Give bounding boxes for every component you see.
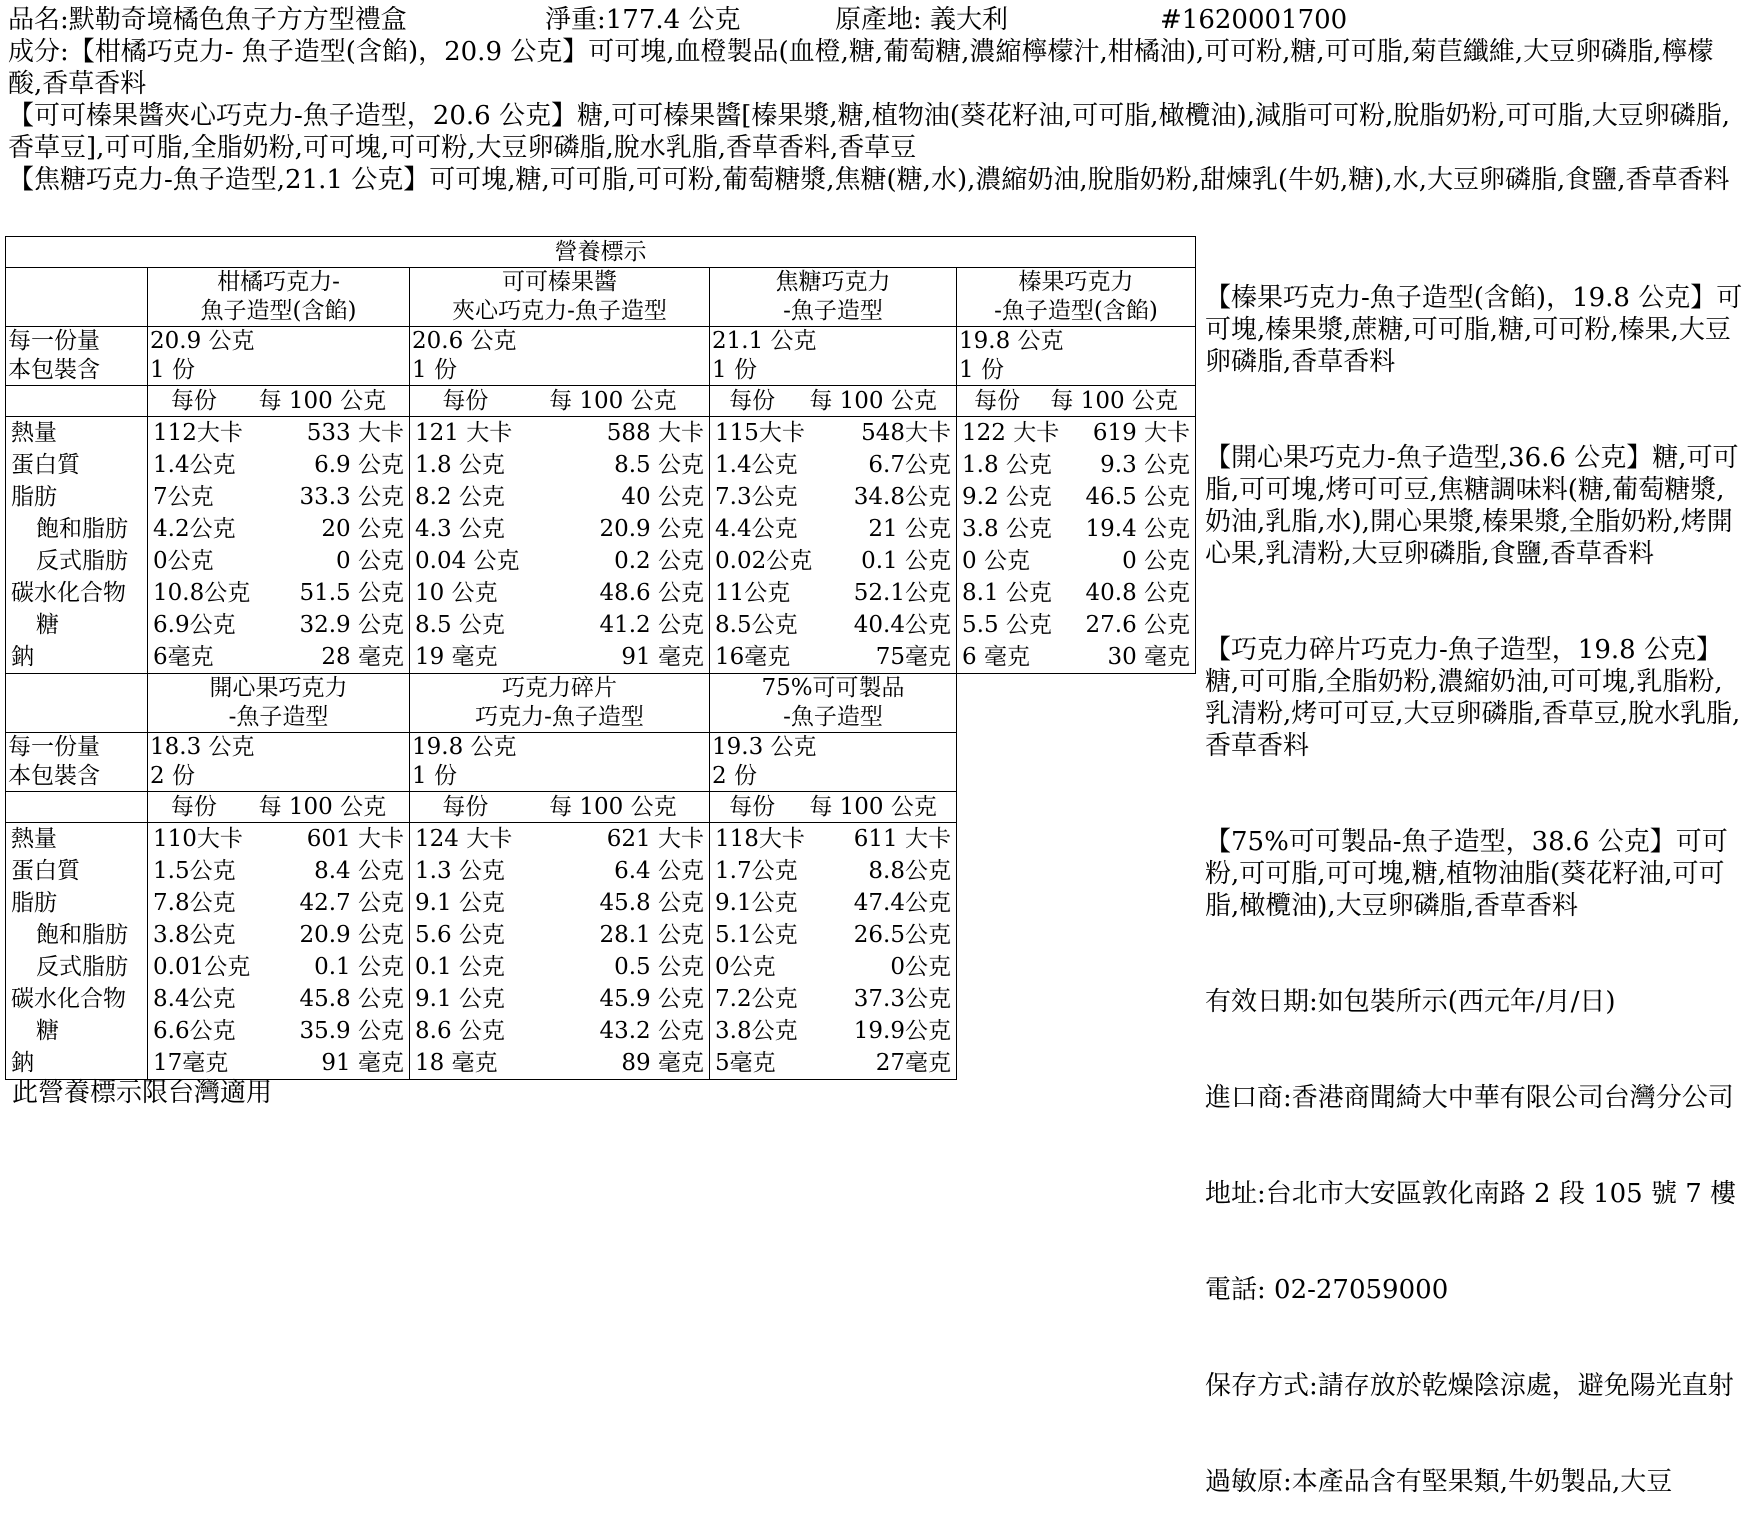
blank-cell: [6, 386, 148, 417]
value-per-serving: 7.2公克: [715, 986, 798, 1012]
nutrient-value-row: [412, 449, 707, 481]
nutrient-label: 鈉: [11, 1050, 34, 1076]
per-header-row: [412, 792, 707, 822]
nutrient-value-row: [712, 449, 954, 481]
phone: 電話: 02-27059000: [1205, 1275, 1449, 1305]
value-per-serving: 1.3 公克: [415, 858, 505, 884]
serving-cell: [957, 327, 1196, 386]
empty-cell: [957, 792, 1196, 823]
value-per-100g: 601 大卡: [306, 826, 404, 852]
per-serving-label: 每份: [729, 794, 776, 820]
per-header-row: [412, 386, 707, 416]
nutrient-labels: [6, 417, 148, 674]
nutrient-values: [148, 823, 410, 1080]
nutrient-values: [410, 823, 710, 1080]
value-per-serving: 9.1 公克: [415, 986, 505, 1012]
serving-size-label: 每一份量: [8, 734, 100, 760]
nutrient-value-row: [150, 417, 407, 449]
value-per-serving: 6.9公克: [153, 612, 236, 638]
empty-cell: [957, 733, 1196, 792]
value-per-100g: 8.5 公克: [614, 452, 704, 478]
serving-cell: [410, 327, 710, 386]
nutrient-label: 糖: [36, 612, 59, 638]
value-per-100g: 0.2 公克: [614, 548, 704, 574]
nutrient-value-row: [412, 545, 707, 577]
value-per-100g: 619 大卡: [1092, 420, 1191, 446]
value-per-100g: 20 公克: [321, 516, 404, 542]
nutrient-value-row: [412, 855, 707, 887]
value-per-100g: 42.7 公克: [299, 890, 404, 916]
value-per-100g: 0.5 公克: [614, 954, 704, 980]
value-per-100g: 0 公克: [1122, 548, 1191, 574]
value-per-serving: 1.8 公克: [415, 452, 505, 478]
nutrient-value-row: [712, 545, 954, 577]
value-per-serving: 3.8公克: [715, 1018, 798, 1044]
per-header: [710, 792, 957, 823]
value-per-serving: 3.8 公克: [962, 516, 1052, 542]
value-per-100g: 0 公克: [336, 548, 404, 574]
value-per-serving: 0.02公克: [715, 548, 813, 574]
allergens: 過敏原:本產品含有堅果類,牛奶製品,大豆: [1205, 1467, 1673, 1497]
importer: 進口商:香港商聞綺大中華有限公司台灣分公司: [1205, 1083, 1734, 1113]
product-name-line1: 巧克力碎片: [502, 675, 617, 701]
value-per-serving: 5毫克: [715, 1050, 776, 1076]
value-per-serving: 9.1公克: [715, 890, 798, 916]
value-per-100g: 34.8公克: [853, 484, 951, 510]
nutrient-value-row: [712, 823, 954, 855]
value-per-serving: 5.6 公克: [415, 922, 505, 948]
net-weight: 淨重:177.4 公克: [545, 5, 741, 35]
nutrient-value-row: [959, 449, 1193, 481]
nutrient-value-row: [150, 1047, 407, 1079]
value-per-100g: 48.6 公克: [599, 580, 704, 606]
value-per-serving: 0 公克: [962, 548, 1030, 574]
value-per-serving: 10 公克: [415, 580, 498, 606]
value-per-serving: 1.4公克: [153, 452, 236, 478]
blank-cell: [6, 268, 148, 327]
storage: 保存方式:請存放於乾燥陰涼處，避免陽光直射: [1205, 1371, 1734, 1401]
nutrient-label: 碳水化合物: [11, 986, 126, 1012]
nutrient-value-row: [712, 887, 954, 919]
per-serving-label: 每份: [974, 388, 1021, 414]
per-100g-label: 每 100 公克: [258, 388, 387, 414]
serving-cell: [148, 327, 410, 386]
value-per-serving: 9.1 公克: [415, 890, 505, 916]
per-header-row: [150, 792, 407, 822]
nutrient-label: 飽和脂肪: [36, 922, 128, 948]
value-per-serving: 4.3 公克: [415, 516, 505, 542]
nutrient-value-row: [959, 609, 1193, 641]
product-header: [410, 674, 710, 733]
value-per-serving: 7.3公克: [715, 484, 798, 510]
nutrient-labels: [6, 823, 148, 1080]
right-column: [1205, 218, 1745, 1530]
product-name-line1: 可可榛果醬: [502, 269, 617, 295]
ingredients-pistachio: 【開心果巧克力-魚子造型,36.6 公克】糖,可可脂,可可塊,烤可可豆,焦糖調味料(糖,葡萄糖漿,奶油,乳脂,水),開心果漿,榛果漿,全脂奶粉,烤開心果,乳清粉,大豆卵磷脂,食鹽,香草香料: [1205, 443, 1739, 569]
product-name-line1: 榛果巧克力: [1018, 269, 1134, 295]
nutrient-value-row: [150, 481, 407, 513]
nutrition-title: 營養標示: [6, 237, 1196, 268]
nutrient-value-row: [150, 641, 407, 673]
per-header-row: [712, 792, 954, 822]
serving-size: 19.8 公克: [959, 328, 1064, 354]
product-name-line2: -魚子造型: [783, 704, 883, 730]
ingredients-caramel: 【焦糖巧克力-魚子造型,21.1 公克】可可塊,糖,可可脂,可可粉,葡萄糖漿,焦糖(糖,水),濃縮奶油,脫脂奶粉,甜煉乳(牛奶,糖),水,大豆卵磷脂,食鹽,香草香料: [8, 165, 1730, 195]
nutrient-label: 反式脂肪: [36, 548, 128, 574]
nutrient-value-row: [712, 1015, 954, 1047]
nutrient-value-row: [712, 577, 954, 609]
empty-cell: [957, 823, 1196, 1080]
value-per-100g: 0公克: [890, 954, 951, 980]
serving-size: 19.3 公克: [712, 734, 817, 760]
nutrient-value-row: [150, 855, 407, 887]
ingredients-hazelnut: 【榛果巧克力-魚子造型(含餡)，19.8 公克】可可塊,榛果漿,蔗糖,可可脂,糖,可可粉,榛果,大豆卵磷脂,香草香料: [1205, 283, 1743, 377]
value-per-serving: 8.2 公克: [415, 484, 505, 510]
product-name-line1: 柑橘巧克力-: [217, 269, 340, 295]
value-per-serving: 0.04 公克: [415, 548, 520, 574]
serving-cell: [710, 733, 957, 792]
nutrient-value-row: [959, 545, 1193, 577]
value-per-serving: 6毫克: [153, 644, 214, 670]
value-per-serving: 19 毫克: [415, 644, 498, 670]
value-per-100g: 27.6 公克: [1085, 612, 1191, 638]
value-per-serving: 6 毫克: [962, 644, 1030, 670]
nutrient-value-row: [150, 823, 407, 855]
value-per-serving: 8.6 公克: [415, 1018, 505, 1044]
nutrient-values: [710, 823, 957, 1080]
value-per-serving: 8.5 公克: [415, 612, 505, 638]
serving-labels: [6, 733, 148, 792]
value-per-serving: 3.8公克: [153, 922, 236, 948]
empty-cell: [957, 674, 1196, 733]
value-per-100g: 8.8公克: [868, 858, 951, 884]
nutrient-value-row: [712, 513, 954, 545]
serving-size: 20.6 公克: [412, 328, 517, 354]
nutrient-label: 熱量: [11, 826, 57, 852]
value-per-100g: 8.4 公克: [314, 858, 404, 884]
serving-cell: [148, 733, 410, 792]
servings-count-label: 本包裝含: [8, 357, 100, 383]
value-per-100g: 33.3 公克: [299, 484, 404, 510]
serving-labels: [6, 327, 148, 386]
value-per-serving: 112大卡: [153, 420, 243, 446]
value-per-100g: 40 公克: [621, 484, 704, 510]
per-serving-label: 每份: [170, 388, 217, 414]
product-header: [148, 268, 410, 327]
value-per-100g: 21 公克: [868, 516, 951, 542]
value-per-100g: 46.5 公克: [1085, 484, 1191, 510]
value-per-100g: 28.1 公克: [599, 922, 704, 948]
value-per-100g: 621 大卡: [606, 826, 704, 852]
serving-size-label: 每一份量: [8, 328, 100, 354]
value-per-serving: 118大卡: [715, 826, 805, 852]
servings-count: 1 份: [412, 763, 457, 789]
value-per-serving: 110大卡: [153, 826, 243, 852]
value-per-100g: 20.9 公克: [599, 516, 704, 542]
nutrient-label: 反式脂肪: [36, 954, 128, 980]
product-name-line2: 巧克力-魚子造型: [475, 704, 644, 730]
value-per-100g: 30 毫克: [1107, 644, 1191, 670]
servings-count: 2 份: [150, 763, 195, 789]
value-per-serving: 7.8公克: [153, 890, 236, 916]
value-per-100g: 588 大卡: [606, 420, 704, 446]
nutrient-value-row: [150, 609, 407, 641]
nutrient-value-row: [150, 513, 407, 545]
value-per-100g: 611 大卡: [853, 826, 951, 852]
blank-cell: [6, 792, 148, 823]
value-per-serving: 7公克: [153, 484, 214, 510]
nutrient-value-row: [150, 887, 407, 919]
value-per-serving: 1.5公克: [153, 858, 236, 884]
nutrient-value-row: [412, 1015, 707, 1047]
value-per-100g: 0.1 公克: [314, 954, 404, 980]
value-per-serving: 1.4公克: [715, 452, 798, 478]
value-per-serving: 1.8 公克: [962, 452, 1052, 478]
ingredients-hazelnut-spread: 【可可榛果醬夾心巧克力-魚子造型，20.6 公克】糖,可可榛果醬[榛果漿,糖,植物油(葵花籽油,可可脂,橄欖油),減脂可可粉,脫脂奶粉,可可脂,大豆卵磷脂,香草豆],可可脂,全脂奶粉,可可塊,可可粉,大豆卵磷脂,脫水乳脂,香草香料,香草豆: [8, 101, 1731, 163]
value-per-100g: 19.4 公克: [1085, 516, 1191, 542]
value-per-100g: 27毫克: [875, 1050, 951, 1076]
servings-count: 1 份: [712, 357, 757, 383]
value-per-100g: 19.9公克: [853, 1018, 951, 1044]
value-per-100g: 37.3公克: [853, 986, 951, 1012]
product-name-line1: 75%可可製品: [761, 675, 905, 701]
nutrient-value-row: [150, 983, 407, 1015]
value-per-100g: 28 毫克: [321, 644, 404, 670]
product-name-line2: 魚子造型(含餡): [200, 298, 357, 324]
nutrient-value-row: [412, 919, 707, 951]
nutrient-value-row: [712, 855, 954, 887]
value-per-serving: 8.1 公克: [962, 580, 1052, 606]
nutrient-value-row: [712, 609, 954, 641]
value-per-100g: 45.9 公克: [599, 986, 704, 1012]
nutrient-value-row: [712, 417, 954, 449]
value-per-100g: 91 毫克: [321, 1050, 404, 1076]
nutrient-value-row: [412, 983, 707, 1015]
nutrient-value-row: [412, 1047, 707, 1079]
per-serving-label: 每份: [442, 794, 489, 820]
serving-cell: [410, 733, 710, 792]
value-per-100g: 43.2 公克: [599, 1018, 704, 1044]
serving-size: 19.8 公克: [412, 734, 517, 760]
product-name-line2: -魚子造型(含餡): [994, 298, 1158, 324]
product-header: [410, 268, 710, 327]
nutrient-label: 飽和脂肪: [36, 516, 128, 542]
per-header: [410, 792, 710, 823]
nutrient-values: [410, 417, 710, 674]
nutrient-value-row: [712, 641, 954, 673]
value-per-100g: 20.9 公克: [299, 922, 404, 948]
product-header: [957, 268, 1196, 327]
nutrient-value-row: [412, 417, 707, 449]
value-per-serving: 0公克: [153, 548, 214, 574]
value-per-serving: 4.4公克: [715, 516, 798, 542]
per-header-row: [959, 386, 1193, 416]
value-per-serving: 0公克: [715, 954, 776, 980]
per-header: [710, 386, 957, 417]
value-per-100g: 6.9 公克: [314, 452, 404, 478]
per-100g-label: 每 100 公克: [809, 388, 937, 414]
value-per-serving: 8.5公克: [715, 612, 798, 638]
value-per-serving: 11公克: [715, 580, 791, 606]
nutrient-value-row: [150, 577, 407, 609]
value-per-serving: 8.4公克: [153, 986, 236, 1012]
value-per-serving: 4.2公克: [153, 516, 236, 542]
servings-count: 1 份: [412, 357, 457, 383]
nutrient-value-row: [412, 609, 707, 641]
nutrient-label: 碳水化合物: [11, 580, 126, 606]
value-per-serving: 122 大卡: [962, 420, 1060, 446]
value-per-serving: 5.1公克: [715, 922, 798, 948]
product-header: [148, 674, 410, 733]
product-name-line2: -魚子造型: [228, 704, 329, 730]
per-100g-label: 每 100 公克: [1050, 388, 1178, 414]
value-per-100g: 75毫克: [875, 644, 951, 670]
nutrient-values: [957, 417, 1196, 674]
nutrient-label: 脂肪: [11, 890, 57, 916]
product-name-line1: 焦糖巧克力: [775, 269, 891, 295]
value-per-100g: 40.8 公克: [1085, 580, 1191, 606]
nutrient-value-row: [412, 577, 707, 609]
nutrient-label: 糖: [36, 1018, 59, 1044]
nutrient-label: 蛋白質: [11, 452, 80, 478]
nutrient-value-row: [959, 641, 1193, 673]
blank-cell: [6, 674, 148, 733]
nutrient-value-row: [712, 481, 954, 513]
nutrient-label: 鈉: [11, 644, 34, 670]
servings-count-label: 本包裝含: [8, 763, 100, 789]
ingredients-cocoa-75: 【75%可可製品-魚子造型，38.6 公克】可可粉,可可脂,可可塊,糖,植物油脂(葵花籽油,可可脂,橄欖油),大豆卵磷脂,香草香料: [1205, 827, 1728, 921]
value-per-serving: 124 大卡: [415, 826, 513, 852]
value-per-100g: 548大卡: [861, 420, 951, 446]
nutrient-value-row: [712, 1047, 954, 1079]
value-per-100g: 40.4公克: [853, 612, 951, 638]
value-per-100g: 52.1公克: [853, 580, 951, 606]
product-header: [710, 674, 957, 733]
value-per-serving: 17毫克: [153, 1050, 229, 1076]
servings-count: 2 份: [712, 763, 757, 789]
value-per-serving: 10.8公克: [153, 580, 251, 606]
footer-note: 此營養標示限台灣適用: [12, 1078, 273, 1108]
nutrient-value-row: [959, 417, 1193, 449]
value-per-serving: 115大卡: [715, 420, 805, 446]
value-per-100g: 0.1 公克: [861, 548, 951, 574]
per-header-row: [150, 386, 407, 416]
nutrient-value-row: [959, 513, 1193, 545]
nutrient-label: 蛋白質: [11, 858, 80, 884]
nutrient-value-row: [712, 919, 954, 951]
per-serving-label: 每份: [170, 794, 217, 820]
per-header: [148, 386, 410, 417]
nutrient-value-row: [959, 481, 1193, 513]
product-header: [710, 268, 957, 327]
value-per-100g: 32.9 公克: [299, 612, 404, 638]
value-per-serving: 0.01公克: [153, 954, 251, 980]
value-per-100g: 9.3 公克: [1100, 452, 1191, 478]
nutrient-value-row: [150, 1015, 407, 1047]
servings-count: 1 份: [150, 357, 195, 383]
value-per-100g: 26.5公克: [853, 922, 951, 948]
product-name-line1: 開心果巧克力: [209, 675, 348, 701]
value-per-serving: 121 大卡: [415, 420, 513, 446]
serving-size: 21.1 公克: [712, 328, 817, 354]
value-per-serving: 5.5 公克: [962, 612, 1052, 638]
serving-size: 18.3 公克: [150, 734, 255, 760]
value-per-serving: 18 毫克: [415, 1050, 498, 1076]
per-header: [148, 792, 410, 823]
per-100g-label: 每 100 公克: [809, 794, 937, 820]
serving-size: 20.9 公克: [150, 328, 255, 354]
nutrient-values: [710, 417, 957, 674]
nutrient-value-row: [150, 919, 407, 951]
expiry-date: 有效日期:如包裝所示(西元年/月/日): [1205, 987, 1616, 1017]
nutrient-label: 脂肪: [11, 484, 57, 510]
nutrient-value-row: [712, 983, 954, 1015]
value-per-100g: 45.8 公克: [599, 890, 704, 916]
nutrient-value-row: [959, 577, 1193, 609]
nutrient-value-row: [150, 545, 407, 577]
ingredients-chocolate-chip: 【巧克力碎片巧克力-魚子造型，19.8 公克】糖,可可脂,全脂奶粉,濃縮奶油,可可塊,乳脂粉,乳清粉,烤可可豆,大豆卵磷脂,香草豆,脫水乳脂,香草香料: [1205, 635, 1741, 761]
per-header: [957, 386, 1196, 417]
nutrient-value-row: [150, 951, 407, 983]
value-per-serving: 9.2 公克: [962, 484, 1052, 510]
product-name-line2: -魚子造型: [783, 298, 883, 324]
product-name-line2: 夾心巧克力-魚子造型: [452, 298, 667, 324]
nutrient-value-row: [150, 449, 407, 481]
value-per-100g: 533 大卡: [306, 420, 404, 446]
nutrient-value-row: [712, 951, 954, 983]
product-code: #1620001700: [1160, 5, 1348, 35]
ingredients-citrus: 成分:【柑橘巧克力- 魚子造型(含餡)，20.9 公克】可可塊,血橙製品(血橙,糖,葡萄糖,濃縮檸檬汁,柑橘油),可可粉,糖,可可脂,菊苣纖維,大豆卵磷脂,檸檬酸,香草香料: [8, 37, 1714, 99]
nutrient-label: 熱量: [11, 420, 57, 446]
nutrient-value-row: [412, 481, 707, 513]
per-100g-label: 每 100 公克: [549, 388, 677, 414]
value-per-100g: 41.2 公克: [599, 612, 704, 638]
value-per-100g: 45.8 公克: [299, 986, 404, 1012]
per-100g-label: 每 100 公克: [258, 794, 387, 820]
value-per-100g: 51.5 公克: [299, 580, 404, 606]
per-100g-label: 每 100 公克: [549, 794, 677, 820]
nutrient-value-row: [412, 887, 707, 919]
value-per-serving: 1.7公克: [715, 858, 798, 884]
per-header: [410, 386, 710, 417]
nutrient-value-row: [412, 823, 707, 855]
value-per-100g: 89 毫克: [621, 1050, 704, 1076]
value-per-serving: 16毫克: [715, 644, 791, 670]
nutrient-value-row: [412, 513, 707, 545]
servings-count: 1 份: [959, 357, 1004, 383]
value-per-100g: 35.9 公克: [299, 1018, 404, 1044]
per-serving-label: 每份: [729, 388, 776, 414]
nutrition-table: [5, 236, 1196, 1080]
value-per-100g: 91 毫克: [621, 644, 704, 670]
address: 地址:台北市大安區敦化南路 2 段 105 號 7 樓: [1205, 1179, 1737, 1209]
value-per-serving: 0.1 公克: [415, 954, 505, 980]
origin: 原產地: 義大利: [835, 5, 1009, 35]
value-per-100g: 6.4 公克: [614, 858, 704, 884]
serving-cell: [710, 327, 957, 386]
per-serving-label: 每份: [442, 388, 489, 414]
value-per-100g: 6.7公克: [868, 452, 951, 478]
per-header-row: [712, 386, 954, 416]
nutrient-values: [148, 417, 410, 674]
product-name: 品名:默勒奇境橘色魚子方方型禮盒: [8, 5, 407, 35]
value-per-serving: 6.6公克: [153, 1018, 236, 1044]
value-per-100g: 47.4公克: [853, 890, 951, 916]
nutrient-value-row: [412, 641, 707, 673]
nutrient-value-row: [412, 951, 707, 983]
